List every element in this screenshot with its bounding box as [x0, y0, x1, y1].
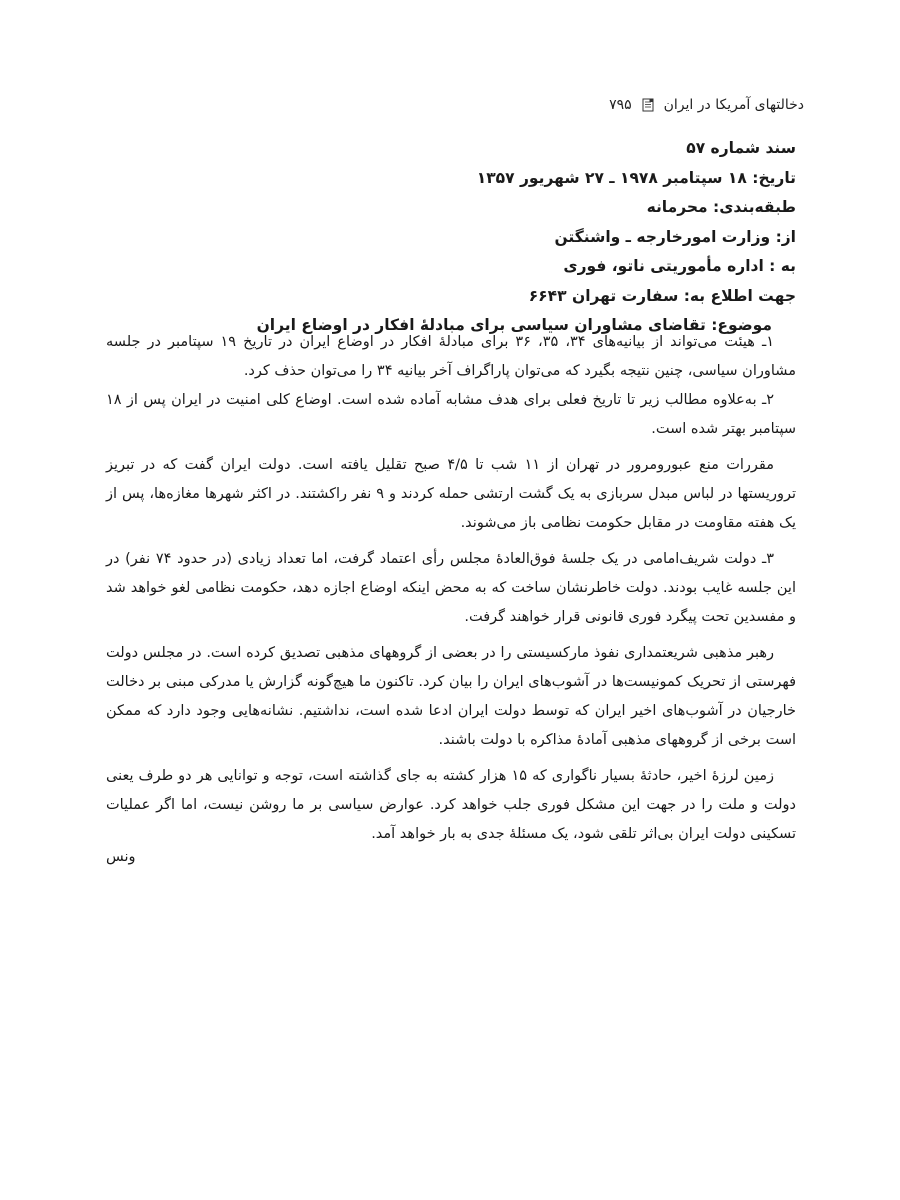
document-to: به : اداره مأموریتی ناتو، فوری: [563, 257, 796, 275]
page-number: ۷۹۵: [609, 97, 632, 113]
document-subject: موضوع: تقاضای مشاوران سیاسی برای مبادلهٔ افکار در اوضاع ایران: [256, 316, 772, 334]
paragraph: ۲ـ به‌علاوه مطالب زیر تا تاریخ فعلی برای هدف مشابه آماده شده است. اوضاع کلی امنیت در ایران پس از ۱۸ سپتامبر بهتر شده است.: [106, 392, 796, 437]
paragraph: ۳ـ دولت شریف‌امامی در یک جلسهٔ فوق‌العادهٔ مجلس رأی اعتماد گرفت، اما تعداد زیادی (در حدود ۷۴ نفر) در این جلسه غایب بودند. دولت خاطرنشان ساخت که به محض اینکه اوضاع اجازه دهد، حکومت نظامی لغو خواهد شد و مفسدین تحت پیگرد فوری قانونی قرار خواهند گرفت.: [106, 551, 796, 625]
signature: ونس: [106, 849, 136, 865]
paragraph: زمین لرزهٔ اخیر، حادثهٔ بسیار ناگواری که ۱۵ هزار کشته به جای گذاشته است، توجه و توانایی هر دو طرف یعنی دولت و ملت را در جهت این مشکل فوری جلب خواهد کرد. عوارض سیاسی بر ما روشن نیست، اما اگر عملیات تسکینی دولت ایران بی‌اثر تلقی شود، یک مسئلهٔ جدی به بار خواهد آمد.: [106, 768, 796, 842]
document-header: [96, 134, 796, 341]
running-header-title: دخالتهای آمریکا در ایران: [663, 97, 804, 113]
book-icon: [642, 98, 654, 112]
document-from: از: وزارت امورخارجه ـ واشنگتن: [554, 227, 796, 246]
document-info: جهت اطلاع به: سفارت تهران ۶۶۴۳: [528, 286, 796, 305]
running-header: [108, 94, 804, 116]
paragraph: ۱ـ هیئت می‌تواند از بیانیه‌های ۳۴، ۳۵، ۳۶ برای مبادلهٔ افکار در اوضاع ایران در تاریخ ۱۹ سپتامبر در جلسه مشاوران سیاسی، چنین نتیجه بگیرد که می‌توان پاراگراف آخر بیانیه ۳۴ را می‌توان حذف کرد.: [106, 334, 796, 379]
document-body: [106, 328, 796, 849]
document-classification: طبقه‌بندی: محرمانه: [646, 198, 796, 216]
document-date: تاریخ: ۱۸ سپتامبر ۱۹۷۸ ـ ۲۷ شهریور ۱۳۵۷: [476, 168, 796, 187]
paragraph: مقررات منع عبورومرور در تهران از ۱۱ شب تا ۴/۵ صبح تقلیل یافته است. دولت ایران گفت که در تبریز تروریستها در لباس مبدل سربازی به یک گشت ارتشی حمله کردند و ۹ نفر راکشتند. در اکثر شهرها مغازه‌ها، پس از یک هفته مقاومت در مقابل حکومت نظامی باز می‌شوند.: [106, 457, 796, 531]
paragraph: رهبر مذهبی شریعتمداری نفوذ مارکسیستی را در بعضی از گروههای مذهبی تصدیق کرده است. در مجلس دولت فهرستی از تحریک کمونیست‌ها در آشوب‌های ایران را بیان کرد. تاکنون ما هیچ‌گونه گزارش یا مدرکی مبنی بر دخالت خارجیان در آشوب‌های اخیر ایران که توسط دولت ایران ادعا شده است، نداشتیم. نشانه‌هایی وجود دارد که ممکن است برخی از گروههای مذهبی آمادهٔ مذاکره با دولت باشند.: [106, 645, 796, 748]
document-number: سند شماره ۵۷: [686, 139, 796, 157]
